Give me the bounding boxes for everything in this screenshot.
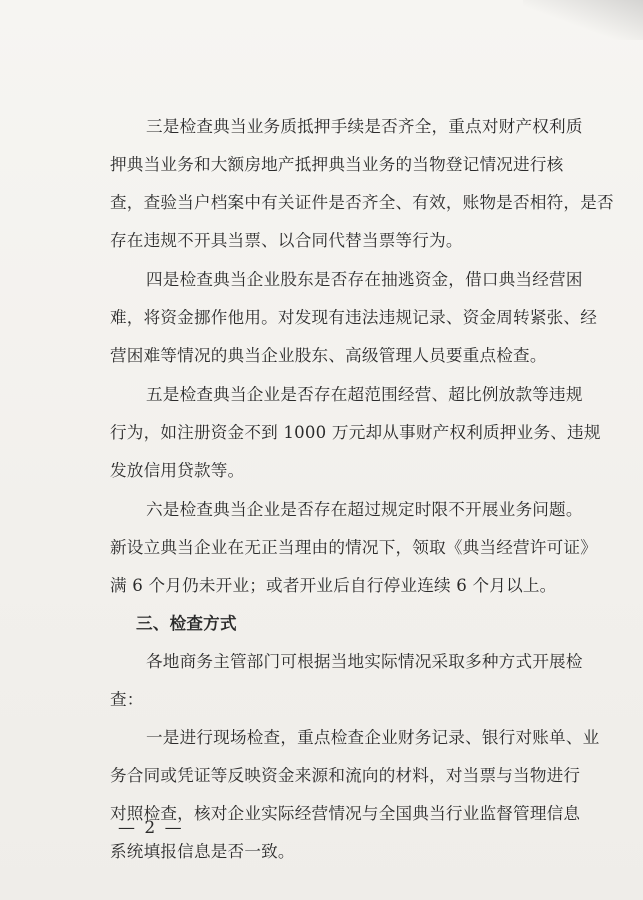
paragraph-4-line-2: 新设立典当企业在无正当理由的情况下，领取《典当经营许可证》 xyxy=(110,538,598,557)
paragraph-5-line-1: 各地商务主管部门可根据当地实际情况采取多种方式开展检 xyxy=(146,652,583,671)
paragraph-6-line-2: 务合同或凭证等反映资金来源和流向的材料，对当票与当物进行 xyxy=(110,766,581,785)
paragraph-1-line-1: 三是检查典当业务质抵押手续是否齐全，重点对财产权利质 xyxy=(146,117,583,136)
paragraph-2-line-3: 营困难等情况的典当企业股东、高级管理人员要重点检查。 xyxy=(110,346,547,365)
paragraph-5-line-2: 查： xyxy=(110,690,144,709)
paragraph-2-line-1: 四是检查典当企业股东是否存在抽逃资金，借口典当经营困 xyxy=(146,270,583,289)
paragraph-3-line-3: 发放信用贷款等。 xyxy=(110,461,245,480)
paragraph-1-line-2: 押典当业务和大额房地产抵押典当业务的当物登记情况进行核 xyxy=(110,155,564,174)
paragraph-1-line-4: 存在违规不开具当票、以合同代替当票等行为。 xyxy=(110,231,463,250)
paragraph-3-line-2: 行为，如注册资金不到 1000 万元却从事财产权利质押业务、违规 xyxy=(110,423,601,442)
page-number: — 2 — xyxy=(118,818,184,838)
paragraph-6-line-3: 对照检查，核对企业实际经营情况与全国典当行业监督管理信息 xyxy=(110,804,581,823)
paragraph-6-line-4: 系统填报信息是否一致。 xyxy=(110,842,295,861)
paragraph-4-line-3: 满 6 个月仍未开业；或者开业后自行停业连续 6 个月以上。 xyxy=(110,576,557,595)
paragraph-4-line-1: 六是检查典当企业是否存在超过规定时限不开展业务问题。 xyxy=(146,500,583,519)
paragraph-2-line-2: 难，将资金挪作他用。对发现有违法违规记录、资金周转紧张、经 xyxy=(110,308,598,327)
paragraph-3-line-1: 五是检查典当企业是否存在超范围经营、超比例放款等违规 xyxy=(146,385,583,404)
paragraph-6-line-1: 一是进行现场检查，重点检查企业财务记录、银行对账单、业 xyxy=(146,728,600,747)
section-heading: 三、检查方式 xyxy=(136,614,237,633)
scan-shadow xyxy=(523,0,643,40)
paragraph-1-line-3: 查，查验当户档案中有关证件是否齐全、有效，账物是否相符，是否 xyxy=(110,193,614,212)
